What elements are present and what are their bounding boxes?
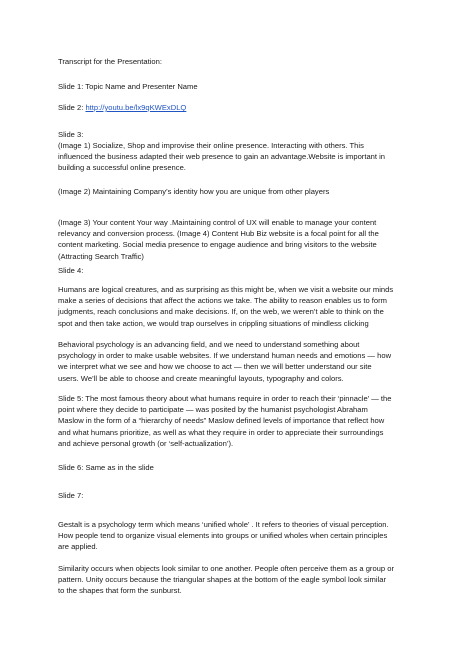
slide-4-paragraph-1 xyxy=(58,284,430,329)
slide-3-image-1-paragraph xyxy=(58,140,430,174)
slide-5-paragraph xyxy=(58,393,430,449)
slide-7-title: Slide 7: xyxy=(58,491,84,500)
youtube-link[interactable]: http://youtu.be/lx9qKWExDLQ xyxy=(85,103,187,112)
slide-6-line: Slide 6: Same as in the slide xyxy=(58,463,154,472)
paragraph-line: Humans are logical creatures, and as surprising as this might be, when we visit a website our minds xyxy=(58,285,394,294)
slide-7-paragraph-1 xyxy=(58,519,430,553)
paragraph-line: make a series of decisions that affect the actions we take. The ability to reason enables us to form xyxy=(58,296,387,306)
slide-3-title: Slide 3: xyxy=(58,130,84,139)
paragraph-line: building a successful online presence. xyxy=(58,163,186,173)
slide-4-paragraph-2 xyxy=(58,339,430,384)
paragraph-line: Slide 5: The most famous theory about what humans require in order to reach their ‘pinnacle’ — the xyxy=(58,394,392,403)
paragraph-line: psychology in order to make usable websites. If we understand human needs and emotions — how xyxy=(58,351,392,361)
slide-7-paragraph-2 xyxy=(58,563,430,597)
slide-1-line: Slide 1: Topic Name and Presenter Name xyxy=(58,82,198,91)
paragraph-line: point where they decide to participate — was posited by the humanist psychologist Abraham xyxy=(58,405,368,415)
paragraph-line: Behavioral psychology is an advancing field, and we need to understand something about xyxy=(58,340,360,349)
paragraph-line: Similarity occurs when objects look similar to one another. People often perceive them as a group or xyxy=(58,564,394,573)
paragraph-line: content marketing. Social media presence to engage audience and bring visitors to the website xyxy=(58,240,377,250)
paragraph-line: and achieve personal growth (or ‘self-actualization’). xyxy=(58,438,234,448)
paragraph-line: to the shapes that form the sunburst. xyxy=(58,586,182,596)
paragraph-line: (Image 3) Your content Your way .Maintaining control of UX will enable to manage your content xyxy=(58,218,377,227)
slide-4-title: Slide 4: xyxy=(58,266,84,275)
document-heading: Transcript for the Presentation: xyxy=(58,57,162,66)
paragraph-line: and what humans prioritize, as well as what they require in order to appreciate their surroundings xyxy=(58,427,384,437)
slide-3-image-3-paragraph xyxy=(58,217,430,262)
slide-2-label: Slide 2: xyxy=(58,103,86,112)
paragraph-line: users. We’ll be able to choose and create meaningful layouts, typography and colors. xyxy=(58,373,344,383)
slide-2-line xyxy=(58,102,430,113)
paragraph-line: are applied. xyxy=(58,542,98,552)
paragraph-line: judgments, reach conclusions and make decisions. If, on the web, we weren’t able to think on the xyxy=(58,307,384,317)
paragraph-line: (Image 1) Socialize, Shop and improvise their online presence. Interacting with others. This xyxy=(58,141,364,150)
paragraph-line: pattern. Unity occurs because the triangular shapes at the bottom of the eagle symbol look similar xyxy=(58,575,386,585)
slide-3-image-2-paragraph: (Image 2) Maintaining Company’s identity how you are unique from other players xyxy=(58,187,330,196)
paragraph-line: spot and then take action, we would trap ourselves in crippling situations of mindless clicking xyxy=(58,318,369,328)
paragraph-line: Gestalt is a psychology term which means ‘unified whole’ . It refers to theories of visual perception. xyxy=(58,520,389,529)
paragraph-line: influenced the business adapted their web presence to gain an advantage.Website is important in xyxy=(58,152,386,162)
paragraph-line: Maslow in the form of a “hierarchy of needs” Maslow defined levels of importance that reflect how xyxy=(58,416,385,426)
paragraph-line: How people tend to organize visual elements into groups or unified wholes when certain principles xyxy=(58,531,388,541)
paragraph-line: (Attracting Search Traffic) xyxy=(58,251,144,261)
paragraph-line: relevancy and conversion process. (Image 4) Content Hub Biz website is a focal point for all the xyxy=(58,229,379,239)
paragraph-line: we interpret what we see and how we choose to act — then we will better understand our site xyxy=(58,362,372,372)
